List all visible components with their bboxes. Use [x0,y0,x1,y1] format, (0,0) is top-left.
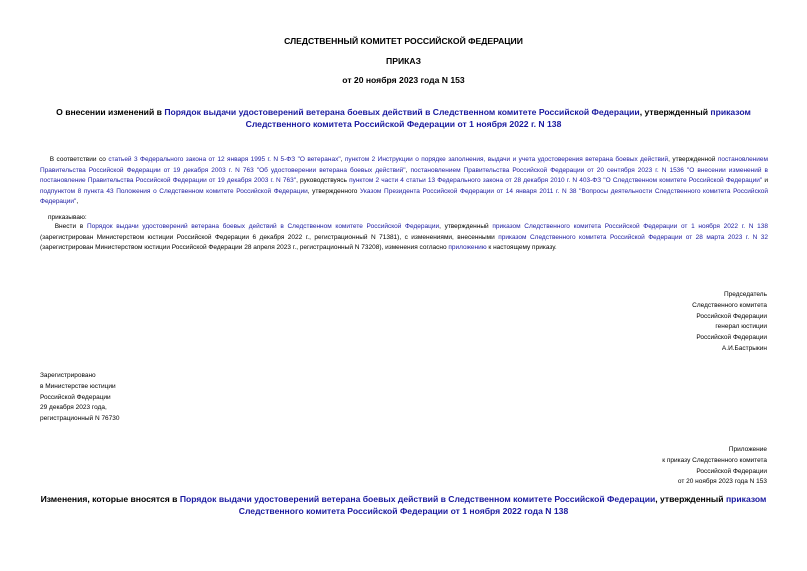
registration-line: регистрационный N 76730 [40,415,120,423]
body-link-appendix[interactable]: приложению [448,244,487,252]
preamble-link-law-403[interactable]: пунктом 2 части 4 статьи 13 Федерального закона от 28 декабря 2010 г. N 403-ФЗ "О Следственном комитете Российской Федерации" [349,177,763,185]
order-word: приказываю: [48,214,87,221]
appendix-title-text: Изменения, которые вносятся в [40,494,180,504]
preamble-text: , [76,198,79,206]
body-text: Внести в [54,223,87,230]
preamble-text: , [340,156,345,163]
title-text: , утвержденный [639,107,711,117]
appendix-title-text: , утвержденный [655,494,726,504]
body-text: (зарегистрирован Министерством юстиции Российской Федерации 6 декабря 2022 г., регистрационный N 71381), с изменениями, внесенными [40,233,499,241]
signature-line: генерал юстиции [715,323,767,331]
registration-line: 29 декабря 2023 года, [40,404,107,412]
signature-line: Российской Федерации [696,312,767,320]
appendix-header [567,445,767,488]
title-text: О внесении изменений в [56,107,165,117]
title-link-committee-order[interactable]: Следственного комитета Российской Федерации от 1 ноября 2022 г. N 138 [245,119,562,129]
registration-line: Зарегистрировано [40,372,96,379]
preamble-text: В соответствии со [49,156,109,163]
signature-block [567,290,767,355]
issuing-organization: СЛЕДСТВЕННЫЙ КОМИТЕТ РОССИЙСКОЙ ФЕДЕРАЦИИ [284,36,523,46]
body-paragraph [40,222,768,254]
preamble-text: , руководствуясь [296,177,350,185]
preamble-link-resolution-1536[interactable]: постановлением Правительства Российской Федерации от 20 сентября 2023 г. N 1536 "О внесении изменений в постановление Правительства Российской Федерации от 19 декабря 2003 г. N 763" [40,166,768,185]
appendix-title-link-procedure[interactable]: Порядок выдачи удостоверений ветерана боевых действий в Следственном комитете Российской Федерации [179,494,656,504]
body-text: (зарегистрирован Министерством юстиции Российской Федерации 28 апреля 2023 г., регистрационный N 73208), изменения согласно [40,244,449,252]
preamble-link-regulation[interactable]: подпунктом 8 пункта 43 Положения о Следственном комитете Российской Федерации [40,187,308,195]
signature-line: Российской Федерации [696,334,767,342]
signature-name: А.И.Бастрыкин [721,344,767,352]
appendix-line: к приказу Следственного комитета [662,456,767,464]
appendix-line: Российской Федерации [696,467,767,475]
registration-line: Российской Федерации [40,393,111,401]
preamble-text: , утвержденного [307,187,361,195]
appendix-title [40,493,767,517]
title-link-order[interactable]: приказом [710,107,751,117]
preamble-link-resolution-763[interactable]: постановлением Правительства Российской Федерации от 19 декабря 2003 г. N 763 "Об удостоверении ветерана боевых действий" [40,156,768,174]
preamble-text: и [762,177,769,185]
preamble-paragraph [40,155,768,208]
body-text: к настоящему приказу. [486,244,557,252]
appendix-line: Приложение [728,446,767,453]
body-link-order-138[interactable]: приказом Следственного комитета Российской Федерации от 1 ноября 2022 г. N 138 [492,223,768,230]
registration-line: в Министерстве юстиции [40,382,116,390]
preamble-link-instruction[interactable]: пунктом 2 Инструкции о порядке заполнения, выдачи и учета удостоверения ветерана боевых действий [344,156,669,163]
document-type: ПРИКАЗ [386,56,421,66]
document-title [40,106,767,130]
appendix-line: от 20 ноября 2023 года N 153 [677,478,767,486]
appendix-title-link-order[interactable]: приказом Следственного комитета Российской Федерации от 1 ноября 2022 года N 138 [238,494,767,516]
preamble-text: , [405,166,411,174]
body-link-procedure[interactable]: Порядок выдачи удостоверений ветерана боевых действий в Следственном комитете Российской Федерации [86,223,440,230]
signature-line: Следственного комитета [692,301,767,309]
registration-block [40,371,240,425]
preamble-link-law-veterans[interactable]: статьей 3 Федерального закона от 12 января 1995 г. N 5-ФЗ "О ветеранах" [108,156,341,163]
body-text: , утвержденный [439,223,493,230]
preamble-text: , утвержденной [668,156,718,163]
title-link-procedure[interactable]: Порядок выдачи удостоверений ветерана боевых действий в Следственном комитете Российской Федерации [164,107,640,117]
preamble-link-decree[interactable]: Указом Президента Российской Федерации от 14 января 2011 г. N 38 "Вопросы деятельности Следственного комитета Российской Федерации" [40,187,768,206]
signature-line: Председатель [723,291,767,298]
document-date: от 20 ноября 2023 года N 153 [342,75,465,85]
body-link-order-32[interactable]: приказом Следственного комитета Российской Федерации от 28 марта 2023 г. N 32 [498,233,768,241]
